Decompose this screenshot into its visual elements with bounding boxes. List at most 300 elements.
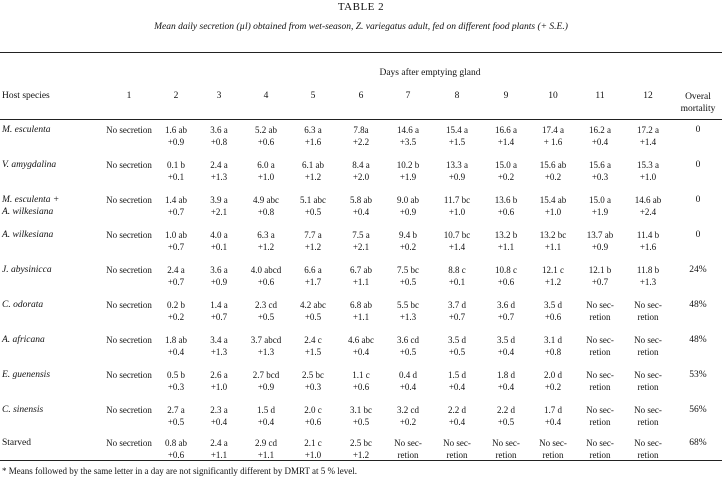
standard-error: +0.5: [399, 347, 417, 357]
mortality-value: 56%: [689, 405, 707, 415]
mean-value: 6.3 a: [304, 125, 322, 135]
standard-error: +1.4: [497, 137, 515, 147]
day-1-value: No secretion: [106, 335, 152, 345]
mortality-value: 0: [695, 195, 701, 205]
standard-error: +0.4: [352, 347, 370, 357]
mean-value: 7.8a: [353, 125, 369, 135]
standard-error: +1.6: [639, 242, 657, 252]
mean-value: 17.2 a: [637, 125, 659, 135]
day-7-value: [380, 229, 436, 253]
mean-value: 0.1 b: [167, 160, 185, 170]
host-species-name: J. abysinicca: [2, 265, 52, 275]
day-8-value: [429, 334, 485, 358]
mean-value: 0.2 b: [167, 300, 185, 310]
host-species-name: A. wilkesiana: [2, 207, 54, 217]
day-7-value: [380, 299, 436, 323]
mean-value: 10.2 b: [396, 160, 420, 170]
mean-value: 16.6 a: [495, 125, 517, 135]
day-7-value: [380, 264, 436, 288]
standard-error: +2.0: [352, 172, 370, 182]
mortality-header: Overal mortality: [680, 92, 716, 114]
mean-value: 11.7 bc: [443, 195, 471, 205]
mean-value: No sec-: [586, 405, 614, 415]
day-header-5: 5: [310, 91, 316, 101]
mortality-value: 68%: [689, 438, 707, 448]
day-12-value: [620, 437, 676, 461]
standard-error: +0.5: [167, 417, 185, 427]
day-8-value: [429, 264, 485, 288]
mean-value: 2.4 a: [210, 160, 228, 170]
host-species-name: Starved: [2, 438, 32, 448]
day-header-8: 8: [454, 91, 460, 101]
standard-error: +0.5: [352, 417, 370, 427]
mean-value: No sec-: [443, 438, 471, 448]
mean-value: 6.3 a: [257, 230, 275, 240]
host-species-name: A. africana: [2, 335, 45, 345]
footnote: * Means followed by the same letter in a day are not significantly different by DMRT at 5 % level.: [2, 466, 358, 476]
standard-error: +1.2: [304, 242, 322, 252]
standard-error: +1.9: [399, 172, 417, 182]
standard-error: +0.1: [448, 277, 466, 287]
mean-value: No sec-: [634, 405, 662, 415]
standard-error: +1.5: [448, 137, 466, 147]
standard-error: +1.5: [304, 347, 322, 357]
standard-error: +0.6: [304, 417, 322, 427]
mean-value: 5.2 ab: [255, 125, 277, 135]
host-species-name: C. odorata: [2, 300, 44, 310]
standard-error: +0.2: [544, 172, 562, 182]
standard-error: +0.5: [399, 277, 417, 287]
standard-error: +0.9: [210, 277, 228, 287]
standard-error: +0.6: [257, 137, 275, 147]
mean-value: No sec-: [586, 370, 614, 380]
mean-value: 2.1 c: [304, 438, 322, 448]
mean-value: 3.6 cd: [397, 335, 419, 345]
day-12-value: [620, 264, 676, 288]
day-1-value: No secretion: [106, 195, 152, 205]
standard-error: +1.6: [304, 137, 322, 147]
standard-error: +1.3: [639, 277, 657, 287]
standard-error: +1.7: [304, 277, 322, 287]
standard-error: +1.1: [257, 450, 275, 460]
mean-value: 7.5 bc: [397, 265, 419, 275]
mean-value: 8.8 c: [448, 265, 466, 275]
mean-value: 15.4 ab: [539, 195, 567, 205]
mean-value: 3.1 d: [544, 335, 562, 345]
standard-error: +0.3: [591, 172, 609, 182]
day-7-value: [380, 334, 436, 358]
header-rule: [0, 119, 722, 120]
day-header-4: 4: [263, 91, 269, 101]
mean-value: 1.7 d: [544, 405, 562, 415]
standard-error: +0.4: [167, 347, 185, 357]
standard-error: +1.1: [352, 312, 370, 322]
day-header-11: 11: [595, 91, 605, 101]
standard-error: retion: [589, 450, 611, 460]
standard-error: +0.9: [399, 207, 417, 217]
standard-error: +0.5: [448, 347, 466, 357]
standard-error: +0.3: [304, 382, 322, 392]
mean-value: 10.8 c: [495, 265, 517, 275]
day-12-value: [620, 299, 676, 323]
standard-error: +0.4: [257, 417, 275, 427]
mean-value: 12.1 c: [542, 265, 564, 275]
mean-value: 5.1 abc: [300, 195, 326, 205]
mean-value: 5.5 bc: [397, 300, 419, 310]
mean-value: 3.1 bc: [350, 405, 372, 415]
day-8-value: [429, 194, 485, 218]
mean-value: 16.2 a: [589, 125, 611, 135]
mean-value: 13.2 bc: [539, 230, 567, 240]
standard-error: +0.9: [448, 172, 466, 182]
mean-value: 2.0 c: [304, 405, 322, 415]
host-species-name: V. amygdalina: [2, 160, 57, 170]
standard-error: +1.2: [352, 450, 370, 460]
mean-value: 3.4 a: [210, 335, 228, 345]
mean-value: 3.2 cd: [397, 405, 419, 415]
mean-value: 0.8 ab: [165, 438, 187, 448]
standard-error: +0.4: [497, 347, 515, 357]
mean-value: 2.5 bc: [302, 370, 324, 380]
mean-value: 2.3 cd: [255, 300, 277, 310]
mean-value: 3.7 abcd: [250, 335, 282, 345]
mean-value: 1.5 d: [448, 370, 466, 380]
standard-error: +1.1: [352, 277, 370, 287]
host-species-name: E. guenensis: [2, 370, 51, 380]
day-12-value: [620, 229, 676, 253]
mean-value: 1.6 ab: [165, 125, 187, 135]
day-12-value: [620, 159, 676, 183]
mean-value: 4.0 a: [210, 230, 228, 240]
standard-error: retion: [589, 382, 611, 392]
mean-value: 15.6 ab: [539, 160, 567, 170]
mean-value: 11.8 b: [636, 265, 660, 275]
mean-value: 4.9 abc: [253, 195, 279, 205]
standard-error: +0.7: [497, 312, 515, 322]
standard-error: +1.2: [304, 172, 322, 182]
mean-value: 15.3 a: [637, 160, 659, 170]
bottom-rule: [0, 460, 722, 461]
day-header-10: 10: [548, 91, 558, 101]
mean-value: 8.4 a: [352, 160, 370, 170]
mean-value: 4.0 abcd: [250, 265, 282, 275]
day-1-value: No secretion: [106, 405, 152, 415]
mortality-value: 0: [695, 160, 701, 170]
day-12-value: [620, 194, 676, 218]
day-8-value: [429, 404, 485, 428]
day-1-value: No secretion: [106, 300, 152, 310]
standard-error: +0.9: [167, 137, 185, 147]
day-1-value: No secretion: [106, 265, 152, 275]
mean-value: 15.0 a: [589, 195, 611, 205]
standard-error: +0.2: [399, 417, 417, 427]
day-12-value: [620, 124, 676, 148]
standard-error: retion: [495, 450, 517, 460]
standard-error: +1.2: [544, 277, 562, 287]
standard-error: retion: [637, 312, 659, 322]
standard-error: +0.6: [497, 277, 515, 287]
standard-error: +0.2: [544, 382, 562, 392]
standard-error: +1.0: [257, 172, 275, 182]
standard-error: +1.3: [257, 347, 275, 357]
standard-error: +0.1: [167, 172, 185, 182]
mean-value: 0.4 d: [399, 370, 417, 380]
standard-error: +0.7: [210, 312, 228, 322]
standard-error: +0.4: [352, 207, 370, 217]
standard-error: +0.7: [167, 207, 185, 217]
standard-error: +0.7: [591, 277, 609, 287]
host-species-name: A. wilkesiana: [2, 230, 54, 240]
mean-value: 1.8 ab: [165, 335, 187, 345]
day-1-value: No secretion: [106, 370, 152, 380]
mean-value: 6.7 ab: [350, 265, 372, 275]
day-7-value: [380, 437, 436, 461]
day-1-value: No secretion: [106, 230, 152, 240]
mean-value: 1.0 ab: [165, 230, 187, 240]
standard-error: retion: [637, 417, 659, 427]
mean-value: 9.0 ab: [397, 195, 419, 205]
standard-error: +1.3: [210, 172, 228, 182]
day-8-value: [429, 159, 485, 183]
mean-value: No sec-: [586, 300, 614, 310]
standard-error: +1.3: [210, 347, 228, 357]
standard-error: +1.4: [448, 242, 466, 252]
mean-value: 4.2 abc: [300, 300, 326, 310]
standard-error: +1.0: [448, 207, 466, 217]
mean-value: No sec-: [634, 335, 662, 345]
day-7-value: [380, 369, 436, 393]
standard-error: retion: [637, 382, 659, 392]
standard-error: +1.9: [591, 207, 609, 217]
mean-value: 2.7 bcd: [252, 370, 280, 380]
day-1-value: No secretion: [106, 160, 152, 170]
mean-value: 2.4 c: [304, 335, 322, 345]
standard-error: +0.5: [257, 312, 275, 322]
mean-value: No sec-: [492, 438, 520, 448]
mean-value: 0.5 b: [167, 370, 185, 380]
mean-value: 1.1 c: [352, 370, 370, 380]
host-species-name: M. esculenta: [2, 125, 51, 135]
standard-error: +0.7: [448, 312, 466, 322]
mean-value: 3.6 d: [497, 300, 515, 310]
day-12-value: [620, 334, 676, 358]
mean-value: 3.7 d: [448, 300, 466, 310]
mean-value: 2.3 a: [210, 405, 228, 415]
mean-value: No sec-: [634, 300, 662, 310]
standard-error: +0.3: [167, 382, 185, 392]
day-8-value: [429, 229, 485, 253]
mean-value: 6.1 ab: [302, 160, 324, 170]
mean-value: 2.4 a: [167, 265, 185, 275]
day-8-value: [429, 299, 485, 323]
mean-value: 15.4 a: [446, 125, 468, 135]
standard-error: +0.2: [399, 242, 417, 252]
table-title: TABLE 2: [337, 1, 385, 13]
standard-error: +0.4: [399, 382, 417, 392]
table-caption: Mean daily secretion (µl) obtained from wet-season, Z. variegatus adult, fed on different food plants (+ S.E.): [154, 22, 568, 32]
standard-error: +2.2: [352, 137, 370, 147]
mean-value: 7.7 a: [304, 230, 322, 240]
mean-value: 15.6 a: [589, 160, 611, 170]
mean-value: 17.4 a: [542, 125, 564, 135]
standard-error: +0.5: [304, 207, 322, 217]
mean-value: 3.5 d: [544, 300, 562, 310]
mortality-value: 48%: [689, 300, 707, 310]
standard-error: +0.5: [304, 312, 322, 322]
mean-value: 3.9 a: [210, 195, 228, 205]
mean-value: 13.7 ab: [586, 230, 614, 240]
host-species-name: M. esculenta +: [2, 195, 60, 205]
standard-error: +3.5: [399, 137, 417, 147]
standard-error: +2.4: [639, 207, 657, 217]
standard-error: +0.6: [544, 312, 562, 322]
mean-value: 9.4 b: [399, 230, 417, 240]
day-1-value: No secretion: [106, 438, 152, 448]
standard-error: +1.0: [304, 450, 322, 460]
mortality-value: 48%: [689, 335, 707, 345]
day-8-value: [429, 437, 485, 461]
mean-value: 13.2 b: [494, 230, 518, 240]
mean-value: 2.2 d: [497, 405, 515, 415]
mean-value: 10.7 bc: [443, 230, 471, 240]
mean-value: 3.6 a: [210, 265, 228, 275]
standard-error: +0.8: [257, 207, 275, 217]
standard-error: +0.4: [448, 382, 466, 392]
mean-value: No sec-: [539, 438, 567, 448]
day-header-1: 1: [126, 91, 132, 101]
standard-error: +1.0: [544, 207, 562, 217]
standard-error: +0.6: [167, 450, 185, 460]
mean-value: No sec-: [634, 370, 662, 380]
standard-error: retion: [589, 347, 611, 357]
day-header-9: 9: [503, 91, 509, 101]
day-1-value: No secretion: [106, 125, 152, 135]
standard-error: retion: [446, 450, 468, 460]
standard-error: +0.5: [497, 417, 515, 427]
mean-value: 1.4 a: [210, 300, 228, 310]
standard-error: +0.2: [167, 312, 185, 322]
standard-error: +0.9: [591, 242, 609, 252]
day-8-value: [429, 369, 485, 393]
standard-error: +1.4: [639, 137, 657, 147]
mean-value: 13.3 a: [446, 160, 468, 170]
days-header: Days after emptying gland: [379, 68, 481, 78]
standard-error: +0.8: [210, 137, 228, 147]
standard-error: +1.2: [257, 242, 275, 252]
standard-error: +1.1: [497, 242, 515, 252]
standard-error: + 1.6: [543, 137, 563, 147]
standard-error: +1.3: [399, 312, 417, 322]
standard-error: +0.6: [352, 382, 370, 392]
host-species-header: Host species: [2, 91, 50, 101]
day-header-3: 3: [216, 91, 222, 101]
day-12-value: [620, 369, 676, 393]
standard-error: +1.0: [639, 172, 657, 182]
mean-value: 14.6 a: [397, 125, 419, 135]
mean-value: 2.0 d: [544, 370, 562, 380]
standard-error: +0.6: [497, 207, 515, 217]
day-header-2: 2: [173, 91, 179, 101]
standard-error: +2.1: [352, 242, 370, 252]
standard-error: +0.8: [544, 347, 562, 357]
mean-value: 13.6 b: [494, 195, 518, 205]
mortality-value: 24%: [689, 265, 707, 275]
mean-value: 12.1 b: [588, 265, 612, 275]
standard-error: +1.1: [210, 450, 228, 460]
mean-value: 3.5 d: [497, 335, 515, 345]
standard-error: +0.6: [257, 277, 275, 287]
mean-value: 5.8 ab: [350, 195, 372, 205]
mortality-value: 0: [695, 230, 701, 240]
mean-value: 14.6 ab: [634, 195, 662, 205]
mean-value: 1.8 d: [497, 370, 515, 380]
standard-error: retion: [637, 347, 659, 357]
standard-error: retion: [637, 450, 659, 460]
top-rule: [0, 52, 722, 53]
mean-value: 2.5 bc: [350, 438, 372, 448]
mean-value: 2.7 a: [167, 405, 185, 415]
mortality-value: 0: [695, 125, 701, 135]
day-8-value: [429, 124, 485, 148]
mean-value: 15.0 a: [495, 160, 517, 170]
standard-error: +0.9: [257, 382, 275, 392]
day-header-7: 7: [405, 91, 411, 101]
standard-error: retion: [542, 450, 564, 460]
standard-error: +0.4: [497, 382, 515, 392]
standard-error: retion: [589, 417, 611, 427]
day-12-value: [620, 404, 676, 428]
standard-error: +0.7: [167, 242, 185, 252]
mean-value: 7.5 a: [352, 230, 370, 240]
mean-value: 6.6 a: [304, 265, 322, 275]
mean-value: 2.4 a: [210, 438, 228, 448]
standard-error: +0.4: [210, 417, 228, 427]
mean-value: No sec-: [586, 438, 614, 448]
standard-error: +0.4: [448, 417, 466, 427]
mean-value: No sec-: [586, 335, 614, 345]
mean-value: 1.5 d: [257, 405, 275, 415]
standard-error: +1.0: [210, 382, 228, 392]
mean-value: 2.9 cd: [255, 438, 277, 448]
day-header-6: 6: [358, 91, 364, 101]
mean-value: 1.4 ab: [165, 195, 187, 205]
standard-error: +1.1: [544, 242, 562, 252]
host-species-name: C. sinensis: [2, 405, 44, 415]
standard-error: +0.7: [167, 277, 185, 287]
mean-value: No sec-: [394, 438, 422, 448]
standard-error: +2.1: [210, 207, 228, 217]
standard-error: +0.4: [544, 417, 562, 427]
day-7-value: [380, 194, 436, 218]
mean-value: 3.6 a: [210, 125, 228, 135]
mean-value: 4.6 abc: [348, 335, 374, 345]
standard-error: retion: [397, 450, 419, 460]
mean-value: 6.8 ab: [350, 300, 372, 310]
day-header-12: 12: [643, 91, 653, 101]
standard-error: +0.4: [591, 137, 609, 147]
standard-error: +0.1: [210, 242, 228, 252]
standard-error: retion: [589, 312, 611, 322]
mean-value: 3.5 d: [448, 335, 466, 345]
mean-value: 2.6 a: [210, 370, 228, 380]
mean-value: 2.2 d: [448, 405, 466, 415]
standard-error: +0.2: [497, 172, 515, 182]
mean-value: No sec-: [634, 438, 662, 448]
day-7-value: [380, 404, 436, 428]
mortality-value: 53%: [689, 370, 707, 380]
mean-value: 11.4 b: [636, 230, 660, 240]
mean-value: 6.0 a: [257, 160, 275, 170]
